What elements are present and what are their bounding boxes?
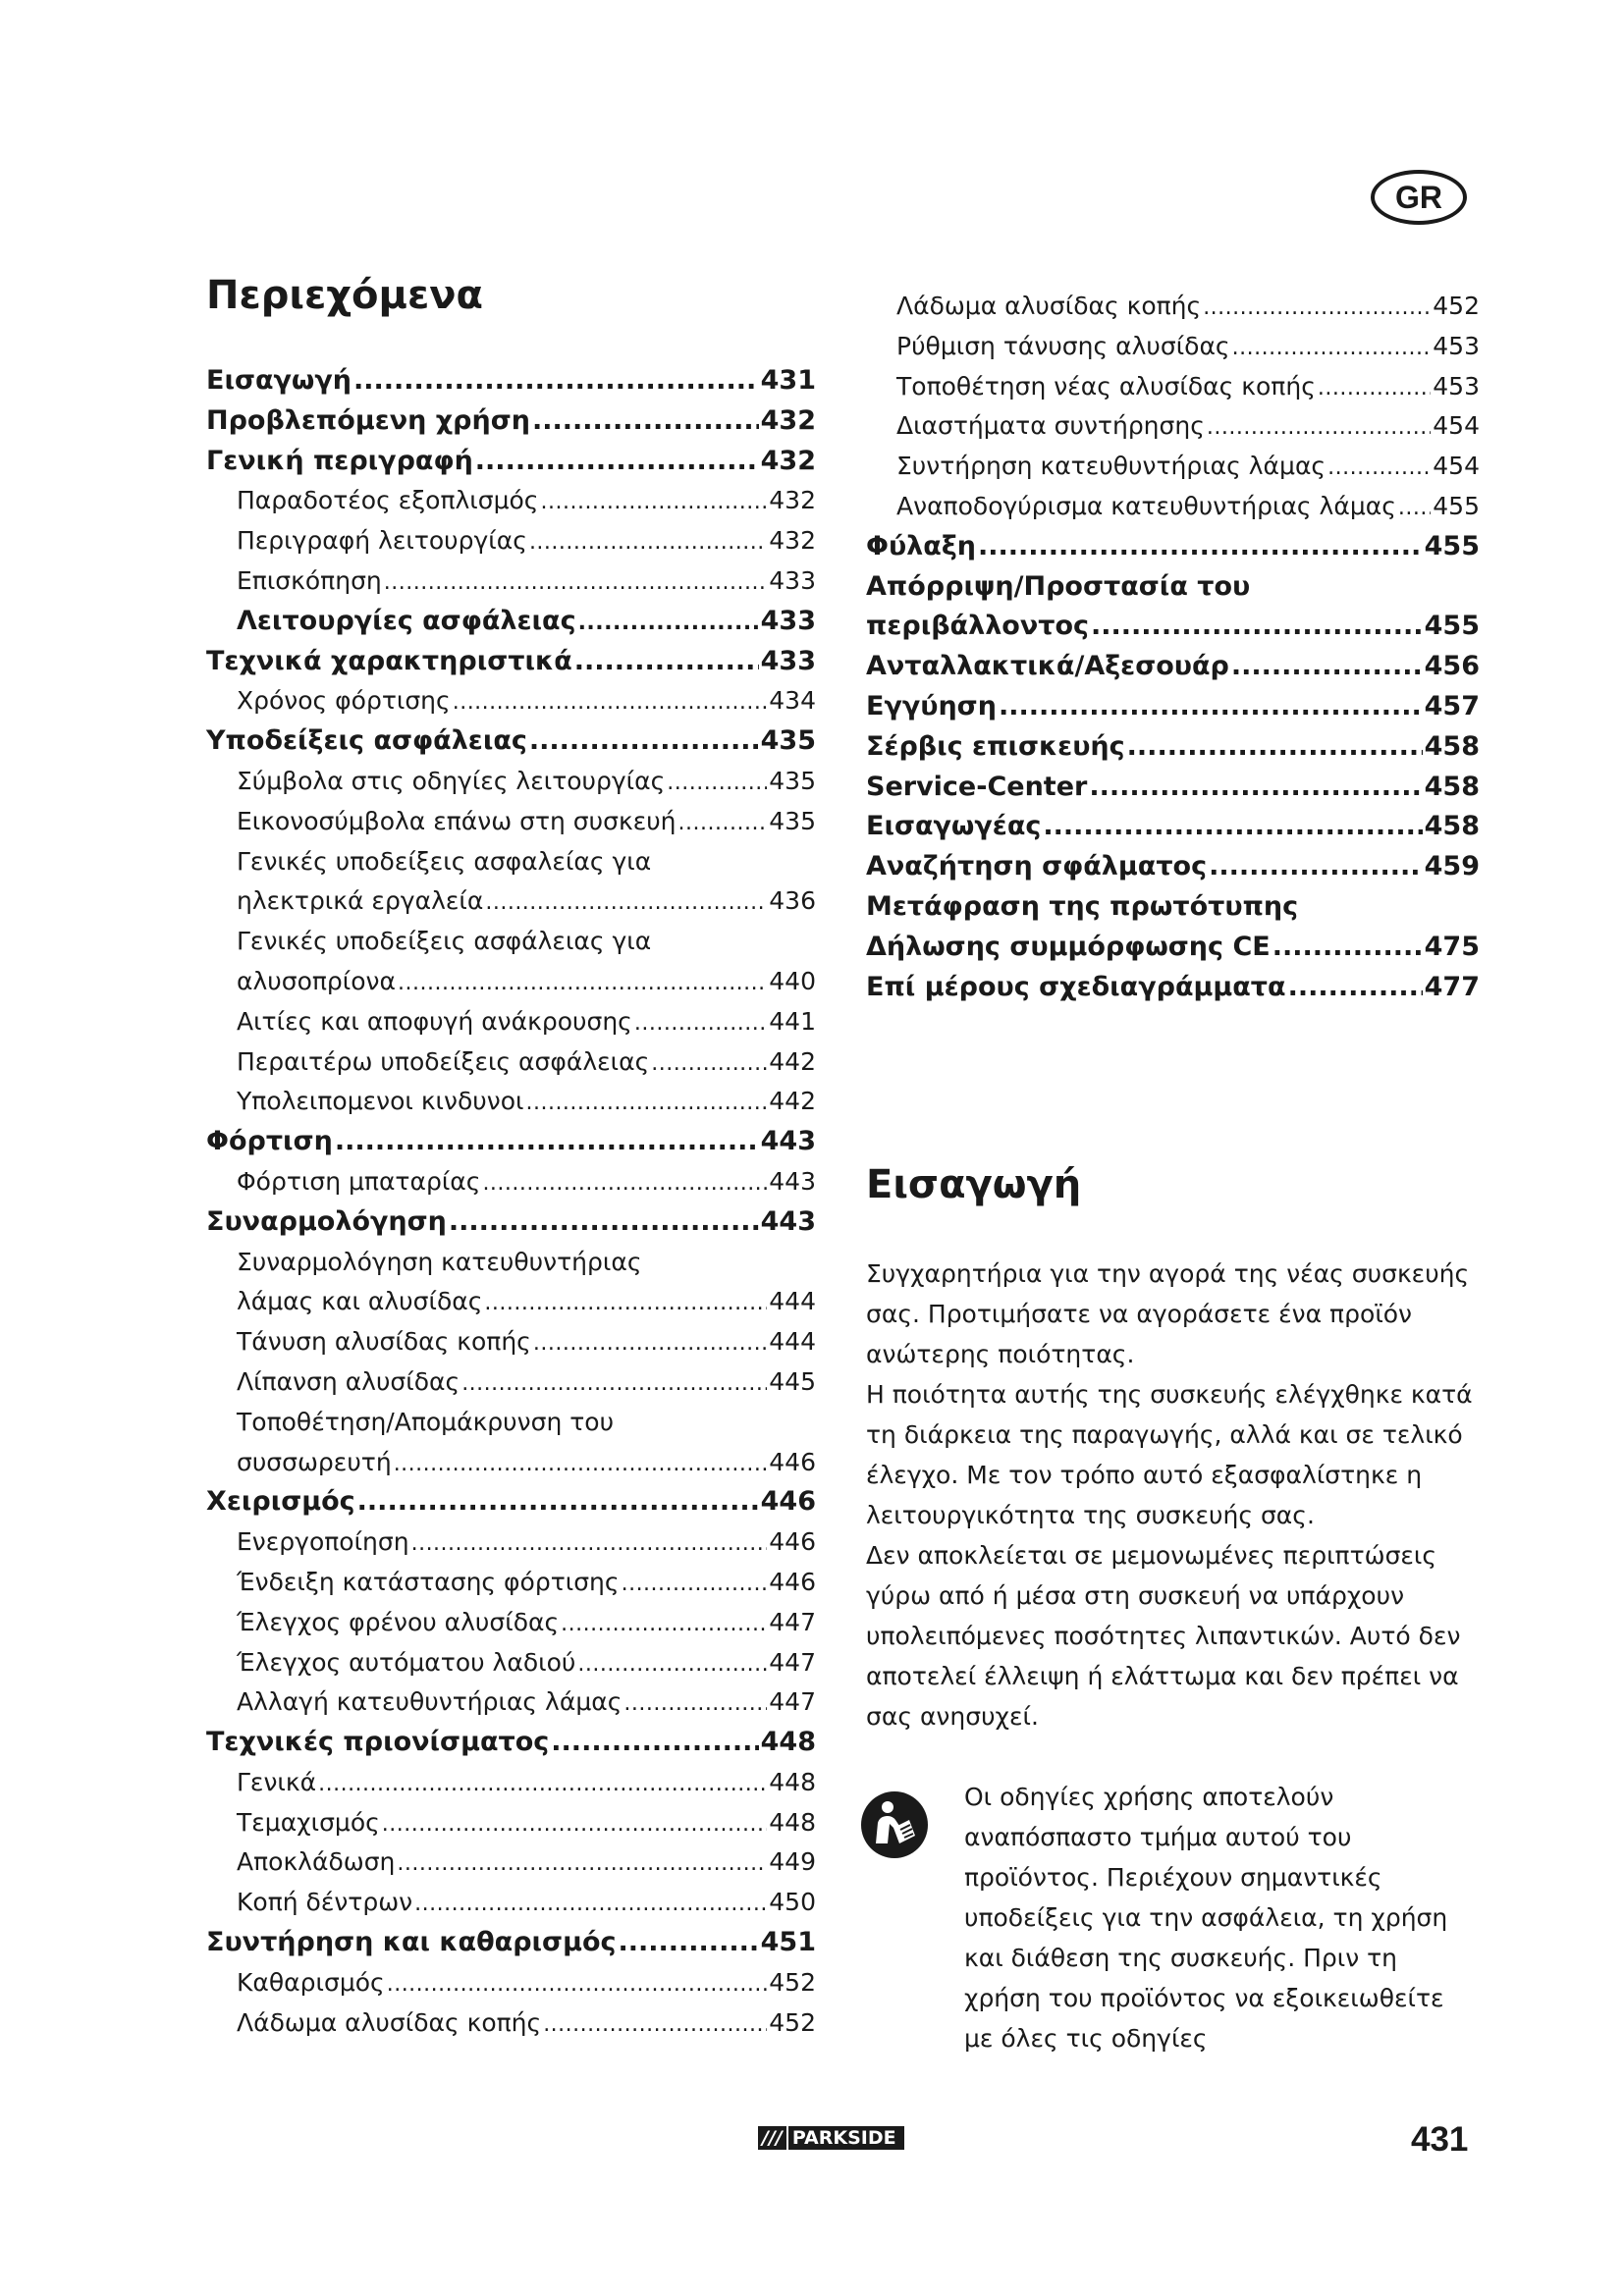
toc-entry bbox=[206, 1763, 816, 1803]
toc-entry bbox=[206, 1563, 816, 1603]
toc-leader bbox=[1398, 487, 1431, 529]
toc-entry-label: Γενικά bbox=[237, 1767, 317, 1796]
toc-entry-page: 431 bbox=[760, 365, 816, 396]
toc-entry-page: 433 bbox=[760, 605, 816, 636]
toc-entry-page: 442 bbox=[769, 1087, 816, 1116]
toc-leader bbox=[1327, 447, 1431, 489]
toc-entry-label: Εισαγωγέας bbox=[866, 811, 1042, 842]
toc-entry bbox=[206, 401, 816, 442]
toc-entry-page: 433 bbox=[769, 565, 816, 595]
toc-entry-label: Περαιτέρω υποδείξεις ασφάλειας bbox=[237, 1046, 650, 1076]
toc-entry bbox=[206, 1842, 816, 1883]
toc-entry-label: Συντήρηση κατευθυντήριας λάμας bbox=[896, 452, 1326, 481]
intro-title: Εισαγωγή bbox=[866, 1162, 1082, 1207]
toc-entry-label: Φύλαξη bbox=[866, 530, 976, 561]
toc-entry-page: 444 bbox=[769, 1287, 816, 1316]
toc-entry-page: 448 bbox=[760, 1727, 816, 1758]
toc-leader bbox=[414, 1883, 767, 1925]
toc-entry-label: αλυσοπρίονα bbox=[237, 966, 396, 995]
toc-entry bbox=[206, 361, 816, 401]
toc-leader bbox=[532, 401, 759, 442]
toc-entry-page: 447 bbox=[769, 1607, 816, 1636]
toc-entry-page: 448 bbox=[769, 1767, 816, 1796]
toc-entry-page: 443 bbox=[769, 1166, 816, 1196]
toc-entry-label: Τάνυση αλυσίδας κοπής bbox=[237, 1327, 531, 1357]
toc-entry bbox=[206, 1202, 816, 1243]
intro-paragraph: Η ποιότητα αυτής της συσκευής ελέγχθηκε κατά τη διάρκεια της παραγωγής, αλλά και σε τελικό έλεγχο. Με τον τρόπο αυτό εξασφαλίστηκε η λειτουργικότητα της συσκευής σας. bbox=[866, 1380, 1473, 1529]
toc-entry bbox=[206, 1923, 816, 1963]
toc-entry-page: 452 bbox=[769, 2007, 816, 2037]
toc-entry-label: Φόρτιση μπαταρίας bbox=[237, 1166, 481, 1196]
toc-entry bbox=[206, 1682, 816, 1723]
toc-entry-label: Εγγύηση bbox=[866, 690, 997, 721]
toc-entry bbox=[206, 1243, 816, 1283]
toc-leader bbox=[353, 361, 759, 401]
toc-left-column bbox=[206, 361, 816, 2043]
page-number: 431 bbox=[1411, 2120, 1469, 2159]
toc-entry-page: 432 bbox=[769, 486, 816, 515]
toc-entry-page: 455 bbox=[1433, 491, 1480, 520]
toc-entry-page: 454 bbox=[1433, 411, 1480, 441]
toc-entry-page: 449 bbox=[769, 1847, 816, 1877]
toc-leader bbox=[461, 1362, 767, 1405]
toc-leader bbox=[578, 602, 759, 644]
toc-leader bbox=[484, 1282, 767, 1324]
toc-entry bbox=[866, 687, 1480, 727]
toc-leader bbox=[387, 1963, 768, 2005]
toc-entry-page: 443 bbox=[760, 1205, 816, 1237]
toc-entry-label: Σύμβολα στις οδηγίες λειτουργίας bbox=[237, 766, 666, 795]
toc-leader bbox=[382, 1803, 767, 1845]
toc-entry-label: ηλεκτρικά εργαλεία bbox=[237, 886, 484, 916]
toc-leader bbox=[397, 1842, 767, 1885]
toc-leader bbox=[1089, 768, 1422, 808]
toc-entry-page: 432 bbox=[760, 404, 816, 436]
toc-entry-label: Κοπή δέντρων bbox=[237, 1888, 413, 1917]
toc-entry-label: Αναζήτηση σφάλματος bbox=[866, 851, 1208, 882]
toc-leader bbox=[634, 1002, 767, 1044]
toc-leader bbox=[543, 2003, 767, 2046]
intro-body bbox=[866, 1254, 1480, 1736]
toc-entry bbox=[866, 406, 1480, 447]
toc-leader bbox=[525, 1082, 767, 1124]
toc-entry bbox=[866, 367, 1480, 407]
toc-entry-label: Γενικές υποδείξεις ασφαλείας για bbox=[237, 846, 652, 876]
read-manual-icon bbox=[860, 1790, 929, 1859]
toc-entry-label: Λάδωμα αλυσίδας κοπής bbox=[896, 292, 1202, 320]
toc-entry-label: λάμας και αλυσίδας bbox=[237, 1287, 483, 1316]
toc-leader bbox=[651, 1042, 767, 1085]
intro-paragraph: Συγχαρητήρια για την αγορά της νέας συσκευής σας. Προτιμήσατε να αγοράσετε ένα προϊόν ανώτερης ποιότητας. bbox=[866, 1259, 1470, 1368]
toc-entry bbox=[866, 567, 1480, 608]
toc-leader bbox=[335, 1122, 759, 1162]
toc-entry bbox=[866, 487, 1480, 527]
toc-entry bbox=[206, 481, 816, 521]
toc-entry bbox=[866, 607, 1480, 647]
toc-leader bbox=[1288, 968, 1423, 1008]
toc-leader bbox=[318, 1763, 767, 1805]
toc-entry-page: 455 bbox=[1424, 611, 1480, 642]
toc-entry-page: 458 bbox=[1424, 771, 1480, 802]
toc-entry-page: 443 bbox=[760, 1126, 816, 1157]
toc-entry bbox=[206, 881, 816, 922]
toc-entry-page: 446 bbox=[760, 1486, 816, 1518]
toc-entry-label: Αιτίες και αποφυγή ανάκρουσης bbox=[237, 1006, 632, 1036]
toc-entry bbox=[866, 647, 1480, 687]
toc-entry-page: 446 bbox=[769, 1567, 816, 1596]
toc-leader bbox=[540, 481, 767, 523]
toc-entry-page: 432 bbox=[760, 445, 816, 476]
toc-entry-page: 453 bbox=[1433, 331, 1480, 360]
language-badge: GR bbox=[1371, 170, 1467, 225]
toc-entry-label: Αλλαγή κατευθυντήριας λάμας bbox=[237, 1687, 623, 1717]
toc-leader bbox=[622, 1563, 768, 1605]
toc-entry-label: Τεχνικά χαρακτηριστικά bbox=[206, 645, 572, 676]
toc-leader bbox=[482, 1162, 767, 1204]
note-text: Οι οδηγίες χρήσης αποτελούν αναπόσπαστο τμήμα αυτού του προϊόντος. Περιέχουν σημαντικές υποδείξεις για την ασφάλεια, τη χρήση και διάθεση της συσκευής. Πριν τη χρήση του προϊόντος να εξοικειωθείτε με όλες τις οδηγίες bbox=[964, 1783, 1448, 2053]
toc-entry bbox=[206, 2003, 816, 2044]
toc-leader bbox=[1231, 647, 1423, 687]
toc-entry-page: 451 bbox=[760, 1927, 816, 1958]
toc-entry-page: 432 bbox=[769, 526, 816, 556]
toc-entry-label: Τοποθέτηση νέας αλυσίδας κοπής bbox=[896, 371, 1316, 400]
toc-leader bbox=[574, 642, 759, 682]
toc-entry bbox=[866, 887, 1480, 928]
toc-entry-label: Σέρβις επισκευής bbox=[866, 730, 1125, 762]
toc-entry-page: 457 bbox=[1424, 690, 1480, 721]
toc-entry-page: 447 bbox=[769, 1647, 816, 1677]
toc-entry-page: 435 bbox=[760, 725, 816, 757]
toc-leader bbox=[533, 1322, 767, 1364]
toc-entry bbox=[206, 561, 816, 602]
toc-entry-page: 453 bbox=[1433, 371, 1480, 400]
toc-entry bbox=[206, 1643, 816, 1683]
toc-leader bbox=[667, 762, 767, 804]
toc-entry-page: 444 bbox=[769, 1327, 816, 1357]
toc-entry-page: 448 bbox=[769, 1807, 816, 1837]
toc-entry bbox=[206, 1282, 816, 1322]
logo-brand: PARKSIDE bbox=[786, 2126, 904, 2150]
toc-entry-page: 459 bbox=[1424, 851, 1480, 882]
toc-entry-label: Ρύθμιση τάνυσης αλυσίδας bbox=[896, 331, 1230, 360]
toc-entry bbox=[866, 327, 1480, 367]
toc-entry bbox=[206, 1443, 816, 1483]
toc-entry bbox=[866, 727, 1480, 768]
toc-leader bbox=[485, 881, 767, 924]
toc-entry bbox=[206, 521, 816, 561]
toc-entry bbox=[206, 1963, 816, 2003]
toc-entry bbox=[206, 802, 816, 842]
toc-entry bbox=[206, 1042, 816, 1083]
toc-entry-label: Καθαρισμός bbox=[237, 1967, 385, 1997]
toc-leader bbox=[619, 1923, 759, 1963]
toc-entry-label: Τοποθέτηση/Απομάκρυνση του bbox=[237, 1407, 615, 1436]
toc-leader bbox=[1127, 727, 1423, 768]
toc-entry-label: Ενεργοποίηση bbox=[237, 1527, 409, 1557]
intro-paragraph: Δεν αποκλείεται σε μεμονωμένες περιπτώσεις γύρω από ή μέσα στη συσκευή να υπάρχουν υπολειπόμενες ποσότητες λιπαντικών. Αυτό δεν αποτελεί έλλειψη ή ελάττωμα και δεν πρέπει να σας ανησυχεί. bbox=[866, 1541, 1461, 1731]
toc-leader bbox=[551, 1723, 758, 1763]
toc-entry bbox=[206, 1603, 816, 1643]
toc-entry bbox=[206, 1482, 816, 1522]
toc-entry-page: 436 bbox=[769, 886, 816, 916]
toc-entry bbox=[206, 442, 816, 482]
parkside-logo bbox=[758, 2126, 904, 2150]
toc-entry bbox=[206, 1883, 816, 1923]
toc-right-column bbox=[866, 287, 1480, 1007]
toc-entry-page: 454 bbox=[1433, 452, 1480, 481]
toc-entry bbox=[206, 1522, 816, 1563]
toc-leader bbox=[623, 1682, 767, 1725]
toc-entry-label: Έλεγχος αυτόματου λαδιού bbox=[237, 1647, 576, 1677]
toc-leader bbox=[384, 561, 768, 604]
toc-entry bbox=[866, 928, 1480, 968]
toc-entry-label: Προβλεπόμενη χρήση bbox=[206, 404, 530, 436]
toc-entry-page: 450 bbox=[769, 1888, 816, 1917]
toc-entry-label: Διαστήματα συντήρησης bbox=[896, 411, 1205, 441]
toc-entry-page: 447 bbox=[769, 1687, 816, 1717]
toc-entry-label: Φόρτιση bbox=[206, 1126, 333, 1157]
toc-entry-page: 458 bbox=[1424, 730, 1480, 762]
toc-entry bbox=[206, 1723, 816, 1763]
toc-entry-label: Λειτουργίες ασφάλειας bbox=[237, 605, 576, 636]
toc-entry-label: Λίπανση αλυσίδας bbox=[237, 1366, 460, 1396]
toc-leader bbox=[1272, 928, 1423, 968]
toc-leader bbox=[357, 1482, 759, 1522]
toc-entry bbox=[866, 807, 1480, 847]
toc-entry-label: Γενικές υποδείξεις ασφάλειας για bbox=[237, 927, 652, 956]
toc-leader bbox=[1232, 327, 1432, 369]
toc-entry-label: περιβάλλοντος bbox=[866, 611, 1090, 642]
toc-leader bbox=[475, 442, 759, 482]
toc-leader bbox=[561, 1603, 767, 1645]
toc-entry-page: 456 bbox=[1424, 651, 1480, 682]
toc-leader bbox=[999, 687, 1423, 727]
toc-leader bbox=[453, 681, 768, 723]
toc-leader bbox=[449, 1202, 759, 1243]
toc-entry-page: 458 bbox=[1424, 811, 1480, 842]
logo-stripes: /// bbox=[758, 2126, 786, 2150]
toc-entry-label: Λάδωμα αλυσίδας κοπής bbox=[237, 2007, 542, 2037]
toc-entry bbox=[866, 447, 1480, 487]
toc-entry bbox=[206, 962, 816, 1002]
toc-leader bbox=[1043, 807, 1422, 847]
toc-entry bbox=[206, 1122, 816, 1162]
toc-entry bbox=[206, 1322, 816, 1362]
toc-leader bbox=[394, 1443, 768, 1485]
toc-entry bbox=[206, 1362, 816, 1403]
toc-leader bbox=[1318, 367, 1431, 409]
toc-entry-label: Υπολειπομενοι κινδυνοι bbox=[237, 1087, 524, 1116]
toc-entry bbox=[206, 1403, 816, 1443]
toc-leader bbox=[529, 721, 759, 762]
toc-entry-page: 446 bbox=[769, 1447, 816, 1476]
toc-entry bbox=[206, 642, 816, 682]
toc-entry bbox=[866, 847, 1480, 887]
toc-entry-label: Χρόνος φόρτισης bbox=[237, 686, 451, 716]
toc-entry bbox=[866, 968, 1480, 1008]
toc-entry-page: 452 bbox=[1433, 292, 1480, 320]
toc-entry-label: Παραδοτέος εξοπλισμός bbox=[237, 486, 539, 515]
toc-entry-page: 477 bbox=[1424, 971, 1480, 1002]
toc-entry-label: Γενική περιγραφή bbox=[206, 445, 473, 476]
toc-entry-label: Τεχνικές πριονίσματος bbox=[206, 1727, 550, 1758]
toc-entry bbox=[206, 1082, 816, 1122]
toc-leader bbox=[1203, 287, 1431, 329]
toc-entry-label: Αποκλάδωση bbox=[237, 1847, 396, 1877]
toc-entry bbox=[206, 1002, 816, 1042]
toc-entry-label: Επισκόπηση bbox=[237, 565, 382, 595]
toc-entry bbox=[866, 527, 1480, 567]
toc-entry-label: συσσωρευτή bbox=[237, 1447, 392, 1476]
toc-leader bbox=[398, 962, 767, 1004]
toc-entry-label: Service-Center bbox=[866, 771, 1088, 802]
toc-entry-label: Συντήρηση και καθαρισμός bbox=[206, 1927, 617, 1958]
toc-entry-label: Δήλωσης συμμόρφωσης CE bbox=[866, 931, 1271, 962]
toc-entry-label: Ένδειξη κατάστασης φόρτισης bbox=[237, 1567, 620, 1596]
toc-entry-label: Ανταλλακτικά/Αξεσουάρ bbox=[866, 651, 1229, 682]
toc-leader bbox=[1207, 406, 1431, 449]
toc-entry bbox=[206, 681, 816, 721]
toc-entry-page: 440 bbox=[769, 966, 816, 995]
toc-entry bbox=[206, 602, 816, 642]
toc-leader bbox=[1091, 607, 1423, 647]
toc-leader bbox=[529, 521, 767, 563]
toc-entry-label: Περιγραφή λειτουργίας bbox=[237, 526, 527, 556]
toc-entry-page: 433 bbox=[760, 645, 816, 676]
toc-entry bbox=[206, 922, 816, 962]
toc-leader bbox=[1209, 847, 1423, 887]
toc-entry-page: 434 bbox=[769, 686, 816, 716]
toc-entry-label: Εικονοσύμβολα επάνω στη συσκευή bbox=[237, 806, 677, 835]
toc-entry bbox=[206, 721, 816, 762]
toc-entry-label: Αναποδογύρισμα κατευθυντήριας λάμας bbox=[896, 491, 1396, 520]
toc-entry-label: Τεμαχισμός bbox=[237, 1807, 380, 1837]
toc-entry-label: Έλεγχος φρένου αλυσίδας bbox=[237, 1607, 560, 1636]
toc-entry-page: 441 bbox=[769, 1006, 816, 1036]
toc-entry bbox=[206, 1162, 816, 1202]
toc-entry-label: Μετάφραση της πρωτότυπης bbox=[866, 890, 1299, 922]
toc-leader bbox=[411, 1522, 768, 1565]
toc-entry bbox=[206, 1803, 816, 1843]
toc-leader bbox=[978, 527, 1423, 567]
toc-entry-page: 455 bbox=[1424, 530, 1480, 561]
toc-entry-page: 446 bbox=[769, 1527, 816, 1557]
toc-title: Περιεχόμενα bbox=[206, 273, 483, 318]
toc-entry-page: 435 bbox=[769, 806, 816, 835]
toc-entry-label: Συναρμολόγηση bbox=[206, 1205, 447, 1237]
toc-entry bbox=[206, 842, 816, 882]
toc-entry-label: Επί μέρους σχεδιαγράμματα bbox=[866, 971, 1286, 1002]
toc-entry-page: 442 bbox=[769, 1046, 816, 1076]
toc-entry-page: 475 bbox=[1424, 931, 1480, 962]
toc-entry-page: 435 bbox=[769, 766, 816, 795]
toc-entry-label: Συναρμολόγηση κατευθυντήριας bbox=[237, 1247, 642, 1276]
toc-entry bbox=[866, 287, 1480, 327]
toc-entry-label: Εισαγωγή bbox=[206, 365, 352, 396]
toc-entry-label: Υποδείξεις ασφάλειας bbox=[206, 725, 527, 757]
toc-entry bbox=[866, 768, 1480, 808]
toc-entry-label: Απόρριψη/Προστασία του bbox=[866, 570, 1251, 602]
toc-entry-label: Χειρισμός bbox=[206, 1486, 355, 1518]
toc-leader bbox=[678, 802, 768, 844]
toc-entry bbox=[206, 762, 816, 802]
toc-leader bbox=[577, 1643, 767, 1685]
toc-entry-page: 445 bbox=[769, 1366, 816, 1396]
toc-entry-page: 452 bbox=[769, 1967, 816, 1997]
